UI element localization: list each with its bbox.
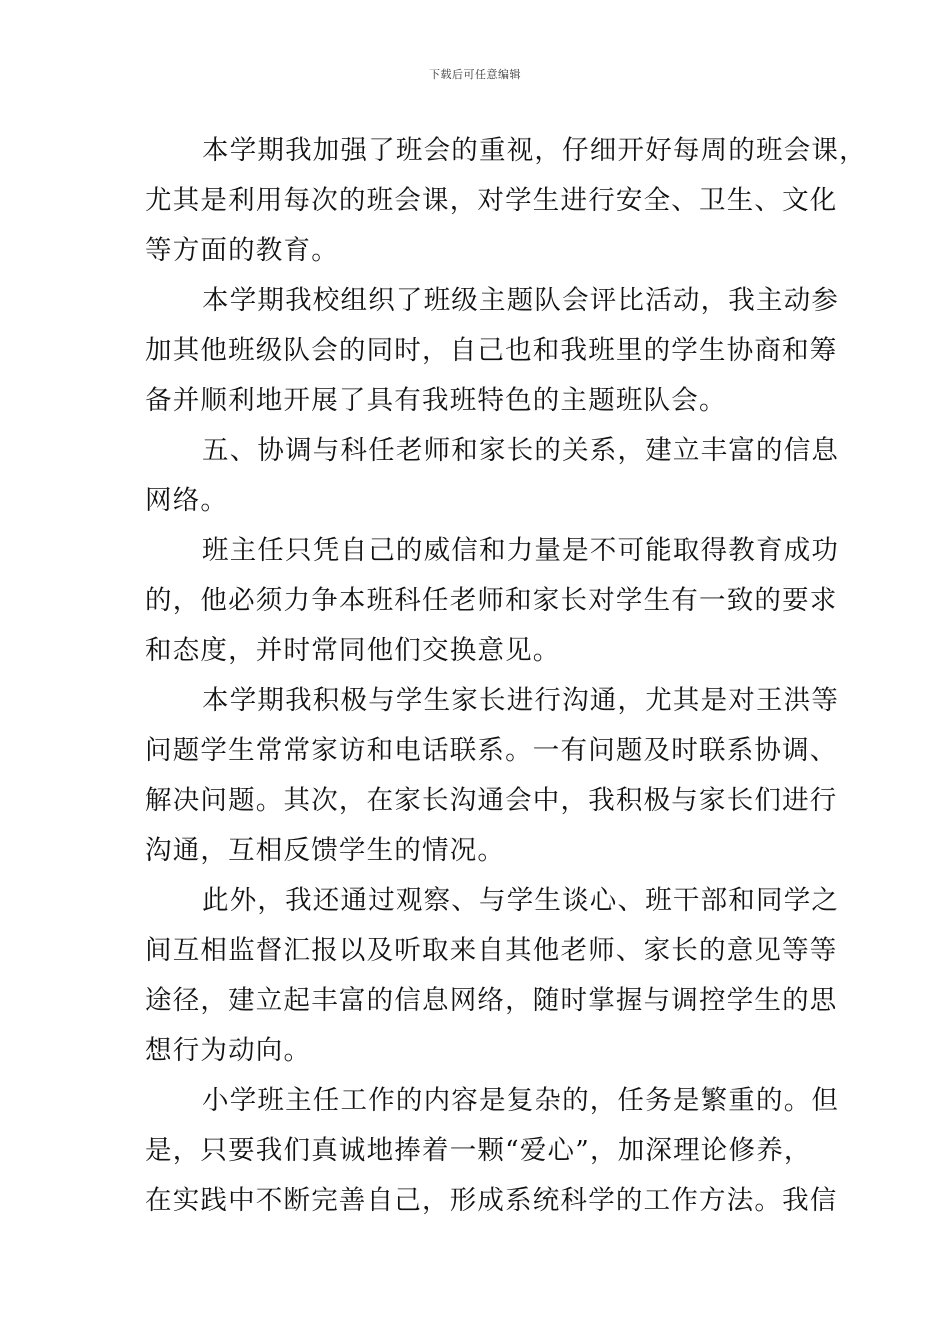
paragraph (145, 526, 840, 676)
paragraph (145, 876, 840, 1076)
paragraph-line: 等方面的教育。 (145, 235, 339, 266)
paragraph (145, 1076, 840, 1226)
document-body (145, 126, 867, 1226)
paragraph-line: 尤其是利用每次的班会课，对学生进行安全、卫生、文化 (145, 185, 838, 216)
paragraph-line: 此外，我还通过观察、与学生谈心、班干部和同学之 (202, 885, 840, 916)
section-heading-line: 网络。 (145, 485, 229, 516)
paragraph-line: 在实践中不断完善自己，形成系统科学的工作方法。我信 (145, 1185, 838, 1216)
paragraph (145, 426, 840, 526)
paragraph-line: 本学期我加强了班会的重视，仔细开好每周的班会课， (202, 135, 867, 166)
paragraph-line: 问题学生常常家访和电话联系。一有问题及时联系协调、 (145, 735, 838, 766)
paragraph-line: 和态度，并时常同他们交换意见。 (145, 635, 561, 666)
paragraph-line: 加其他班级队会的同时，自己也和我班里的学生协商和筹 (145, 335, 838, 366)
paragraph (145, 276, 840, 426)
paragraph-line: 解决问题。其次，在家长沟通会中，我积极与家长们进行 (145, 785, 838, 816)
paragraph-line: 备并顺利地开展了具有我班特色的主题班队会。 (145, 385, 727, 416)
paragraph-line: 想行为动向。 (145, 1035, 312, 1066)
page-header: 下载后可任意编辑 (429, 68, 521, 81)
paragraph-line: 本学期我校组织了班级主题队会评比活动，我主动参 (202, 285, 840, 316)
paragraph-line: 沟通，互相反馈学生的情况。 (145, 835, 506, 866)
paragraph-line: 的，他必须力争本班科任老师和家长对学生有一致的要求 (145, 585, 838, 616)
paragraph-line: 本学期我积极与学生家长进行沟通，尤其是对王洪等 (202, 685, 840, 716)
paragraph (145, 126, 867, 276)
paragraph-line: 是，只要我们真诚地捧着一颗“爱心”，加深理论修养， (145, 1135, 812, 1166)
paragraph-line: 途径，建立起丰富的信息网络，随时掌握与调控学生的思 (145, 985, 838, 1016)
paragraph-line: 小学班主任工作的内容是复杂的，任务是繁重的。但 (202, 1085, 840, 1116)
paragraph (145, 676, 840, 876)
paragraph-line: 班主任只凭自己的威信和力量是不可能取得教育成功 (202, 535, 840, 566)
section-heading-line: 五、协调与科任老师和家长的关系，建立丰富的信息 (202, 435, 840, 466)
paragraph-line: 间互相监督汇报以及听取来自其他老师、家长的意见等等 (145, 935, 838, 966)
